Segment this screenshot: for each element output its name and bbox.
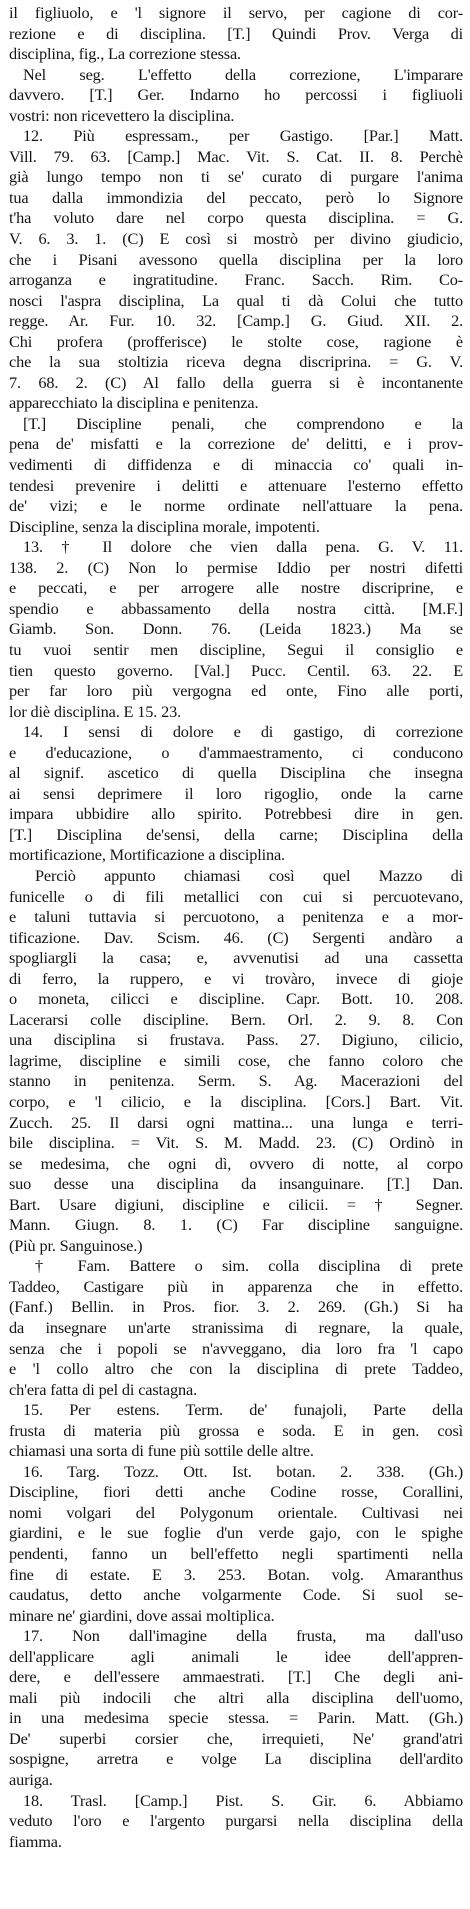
text-line: nomi volgari del Polygonum orientale. Cultivasi nei — [9, 1502, 463, 1522]
text-line: e peccati, e per arrogere alle nostre discriprine, e — [9, 578, 463, 598]
text-line: e d'educazione, o d'ammaestramento, ci conducono — [9, 742, 463, 762]
text-line: Discipline, fiori detti anche Codine rosse, Corallini, — [9, 1482, 463, 1502]
text-line: dere, e dell'essere ammaestrati. [T.] Che degli ani- — [9, 1667, 463, 1687]
text-line: [T.] Discipline penali, che comprendono e la — [23, 413, 463, 433]
text-line: Chi profera (profferisce) le stolte cose, ragione è — [9, 331, 463, 351]
text-line: Mann. Giugn. 8. 1. (C) Far discipline sanguigne. — [9, 1215, 463, 1235]
text-line: Perciò appunto chiamasi così quel Mazzo di — [35, 865, 463, 885]
text-line: fine di estate. E 3. 253. Botan. volg. Amaranthus — [9, 1564, 463, 1584]
text-line: se medesima, che ogni dì, ovvero di notte, al corpo — [9, 1153, 463, 1173]
text-line: già lungo tempo non ti se' curato di purgare l'anima — [9, 167, 463, 187]
text-line: funicelle o di fili metallici con cui si percuotevano, — [9, 886, 463, 906]
text-line: lor diè disciplina. E 15. 23. — [9, 701, 182, 721]
text-line: 138. 2. (C) Non lo permise Iddio per nostri difetti — [9, 557, 463, 577]
text-line: tua dalla immondizia del peccato, però lo Signore — [9, 187, 463, 207]
text-line: vedimenti di diffidenza e di minaccia co' quali in- — [9, 455, 463, 475]
text-line: fiamma. — [9, 1831, 62, 1851]
text-line: al signif. ascetico di quella Disciplina che insegna — [9, 763, 463, 783]
text-line: V. 6. 3. 1. (C) E così si mostrò per divino giudicio, — [9, 229, 463, 249]
text-line: impara ubbidire allo spirito. Potrebbesi dire in gen. — [9, 804, 463, 824]
text-line: mali più indocili che altri alla disciplina dell'uomo, — [9, 1687, 463, 1707]
text-line: (Più pr. Sanguinose.) — [9, 1235, 143, 1255]
text-line: chiamasi una sorta di fune più sottile delle altre. — [9, 1441, 314, 1461]
text-line: giardini, e le sue foglie d'un verde gajo, con le spighe — [9, 1523, 463, 1543]
text-line: minare ne' giardini, dove assai moltiplica. — [9, 1605, 275, 1625]
text-line: disciplina, fig., La correzione stessa. — [9, 44, 241, 64]
text-line: De' superbi corsier che, irrequieti, Ne' grand'atri — [9, 1728, 463, 1748]
text-line: senza che i popoli se n'avveggano, dia loro fra 'l capo — [9, 1338, 463, 1358]
text-line: rezione e di disciplina. [T.] Quindi Prov. Verga di — [9, 23, 463, 43]
text-line: nosci l'aspra disciplina, La qual ti dà Colui che tutto — [9, 290, 463, 310]
text-line: in una medesima specie stessa. = Parin. Matt. (Gh.) — [9, 1708, 463, 1728]
text-line: pena de' misfatti e la correzione de' delitti, e i prov- — [9, 434, 463, 454]
text-line: arroganza e ingratitudine. Franc. Sacch. Rim. Co- — [9, 270, 463, 290]
text-line: auriga. — [9, 1770, 53, 1790]
text-line: che i Pisani avessono quella disciplina per la loro — [9, 249, 463, 269]
text-line: da insegnare un'arte stranissima di regnare, la quale, — [9, 1318, 463, 1337]
text-line: [T.] Disciplina de'sensi, della carne; Disciplina della — [9, 824, 463, 844]
text-line: 18. Trasl. [Camp.] Pist. S. Gir. 6. Abbiamo — [23, 1790, 463, 1810]
text-line: di ferro, la ruppero, e vi trovàro, invece di gioje — [9, 968, 463, 988]
text-line: corpo, e 'l cilicio, e la disciplina. [Cors.] Bart. Vit. — [9, 1091, 463, 1111]
text-line: spendio e abbassamento della nostra città. [M.F.] — [9, 598, 463, 618]
text-line: bile disciplina. = Vit. S. M. Madd. 23. (C) Ordinò in — [9, 1133, 463, 1153]
text-line: 17. Non dall'imagine della frusta, ma dall'uso — [23, 1626, 463, 1646]
text-line: o moneta, cilicci e discipline. Capr. Bott. 10. 208. — [9, 989, 463, 1009]
text-line: 13. † Il dolore che vien dalla pena. G. V. 11. — [23, 537, 463, 557]
text-line: spogliargli la casa; e, avvenutisi ad una cassetta — [9, 948, 463, 968]
text-line: lagrime, discipline e simili cose, che fanno coloro che — [9, 1050, 463, 1070]
text-line: stanno in penitenza. Serm. S. Ag. Macerazioni del — [9, 1071, 463, 1091]
text-line: ai sensi deprimere il loro rigoglio, onde la carne — [9, 783, 463, 803]
text-line: regge. Ar. Fur. 10. 32. [Camp.] G. Giud. XII. 2. — [9, 311, 463, 331]
text-line: 14. I sensi di dolore e di gastigo, di correzione — [23, 722, 463, 742]
text-line: apparecchiato la disciplina e penitenza. — [9, 393, 259, 413]
text-line: vostri: non ricevettero la disciplina. — [9, 105, 235, 125]
text-line: tien questo governo. [Val.] Pucc. Centil. 63. 22. E — [9, 660, 463, 680]
text-line: sospigne, arretra e volge La disciplina dell'ardito — [9, 1749, 463, 1769]
text-line: frusta di materia più grossa e soda. E in gen. così — [9, 1420, 463, 1440]
text-line: Zucch. 25. Il darsi ogni mattina... una lunga e terri- — [9, 1112, 463, 1132]
text-line: 7. 68. 2. (C) Al fallo della guerra si è incontanente — [9, 372, 463, 392]
text-line: Taddeo, Castigare più in apparenza che in effetto. — [9, 1276, 463, 1296]
text-line: 12. Più espressam., per Gastigo. [Par.] Matt. — [23, 126, 463, 146]
text-line: e 'l collo altro che con la disciplina di prete Taddeo, — [9, 1359, 463, 1379]
text-line: Giamb. Son. Donn. 76. (Leida 1823.) Ma se — [9, 619, 463, 639]
text-line: de' vizi; e le norme ordinate nell'attuare la pena. — [9, 496, 463, 516]
text-line: Nel seg. L'effetto della correzione, L'imparare — [23, 64, 463, 84]
text-line: suo desse una disciplina da insanguinare. [T.] Dan. — [9, 1174, 463, 1194]
text-line: t'ha voluto dare nel corpo questa disciplina. = G. — [9, 208, 463, 228]
text-line: Discipline, senza la disciplina morale, impotenti. — [9, 516, 320, 536]
text-line: tu vuoi sentir men discipline, Segui il consiglio e — [9, 639, 463, 659]
text-line: e taluni tuttavia si percuotono, a penitenza e a mor- — [9, 907, 463, 927]
text-line: davvero. [T.] Ger. Indarno ho percossi i figliuoli — [9, 85, 463, 105]
text-line: 15. Per estens. Term. de' funajoli, Parte della — [23, 1400, 463, 1420]
text-line: (Fanf.) Bellin. in Pros. fior. 3. 2. 269. (Gh.) Si ha — [9, 1297, 463, 1317]
text-line: per far loro più vergogna ed onte, Fino alle porti, — [9, 681, 463, 701]
text-line: dell'applicare agli animali le idee dell'appren- — [9, 1646, 463, 1666]
text-line: veduto l'oro e l'argento purgarsi nella disciplina della — [9, 1811, 463, 1831]
text-line: il figliuolo, e 'l signore il servo, per cagione di cor- — [9, 3, 463, 22]
text-line: una disciplina si frustava. Pass. 27. Digiuno, cilicio, — [9, 1030, 463, 1050]
text-line: Lacerarsi colle discipline. Bern. Orl. 2. 9. 8. Con — [9, 1009, 463, 1029]
text-line: caudatus, detto anche volgarmente Code. Si suol se- — [9, 1585, 463, 1605]
text-line: mortificazione, Mortificazione a disciplina. — [9, 845, 285, 865]
text-line: † Fam. Battere o sim. colla disciplina di prete — [35, 1256, 463, 1276]
text-line: tificazione. Dav. Scism. 46. (C) Sergenti andàro a — [9, 927, 463, 947]
text-line: Vill. 79. 63. [Camp.] Mac. Vit. S. Cat. II. 8. Perchè — [9, 146, 463, 166]
text-line: pendenti, fanno un bell'effetto negli spartimenti nella — [9, 1544, 463, 1564]
text-line: che la sua stoltizia riceva degna discriprina. = G. V. — [9, 352, 463, 372]
text-line: Bart. Usare digiuni, discipline e cilicii. = † Segner. — [9, 1194, 463, 1214]
text-line: ch'era fatta di pel di castagna. — [9, 1379, 197, 1399]
text-line: tendesi prevenire i delitti e attenuare l'esterno effetto — [9, 475, 463, 495]
text-line: 16. Targ. Tozz. Ott. Ist. botan. 2. 338. (Gh.) — [23, 1461, 463, 1481]
